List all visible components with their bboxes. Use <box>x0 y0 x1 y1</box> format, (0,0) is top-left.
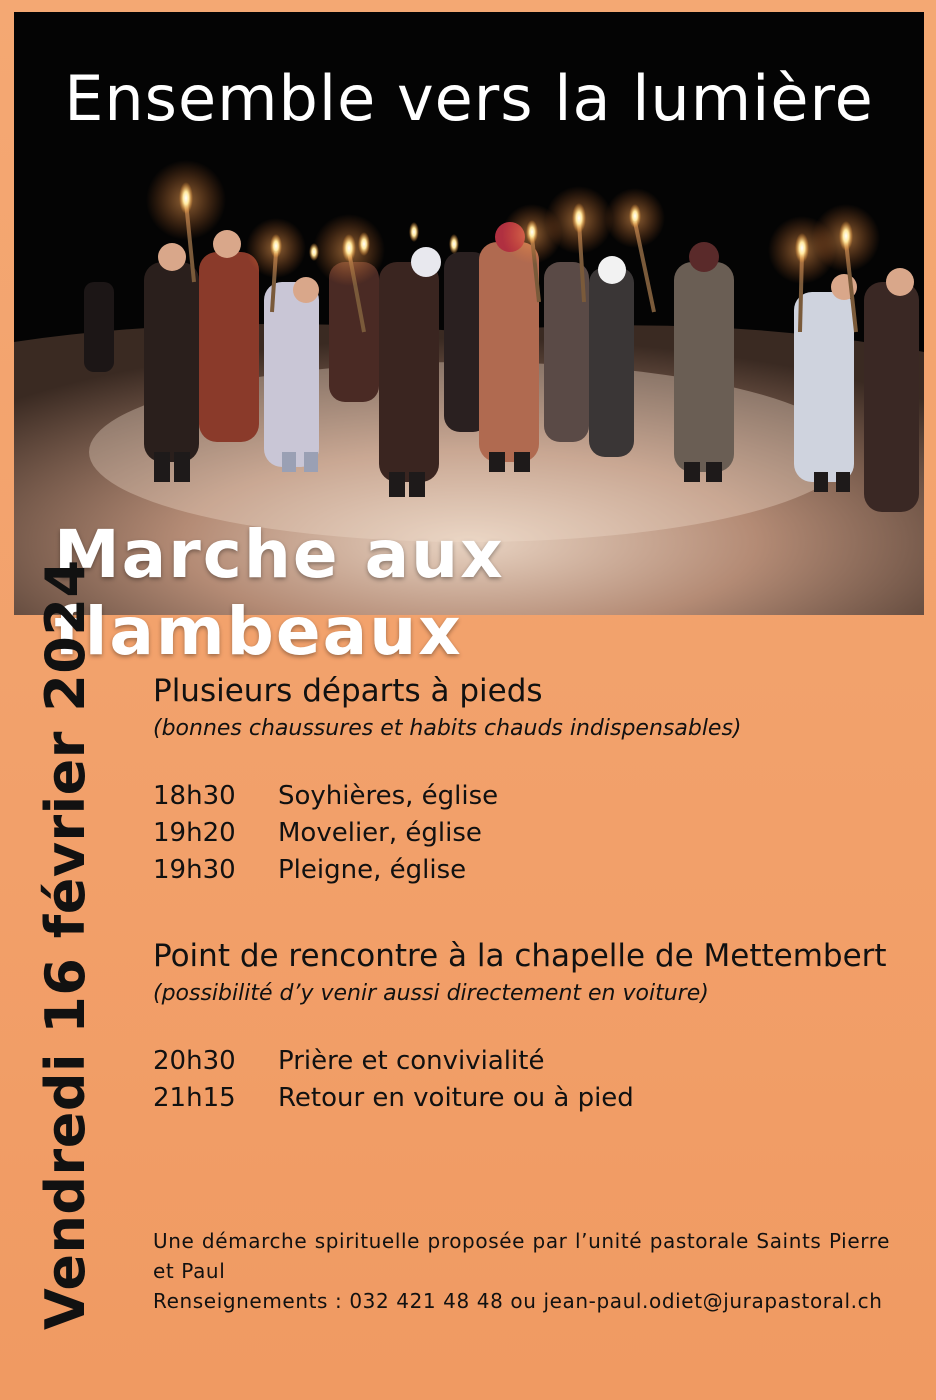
schedule-label: Retour en voiture ou à pied <box>278 1083 634 1113</box>
schedule-label: Movelier, église <box>278 818 482 848</box>
departures-schedule <box>153 778 890 889</box>
schedule-time: 21h15 <box>153 1083 236 1113</box>
schedule-time: 20h30 <box>153 1046 236 1076</box>
schedule-label: Soyhières, église <box>278 781 499 811</box>
schedule-row <box>153 1080 890 1117</box>
schedule-row <box>153 815 890 852</box>
meeting-note: (possibilité d’y venir aussi directement en voiture) <box>153 981 709 1006</box>
schedule-time: 19h30 <box>153 855 236 885</box>
departures-note: (bonnes chaussures et habits chauds indispensables) <box>153 716 742 741</box>
schedule-row <box>153 778 890 815</box>
schedule-label: Prière et convivialité <box>278 1046 545 1076</box>
event-details <box>153 668 890 1117</box>
poster-subtitle: Marche aux flambeaux <box>54 516 505 670</box>
event-date: Vendredi 16 février 2024 <box>34 559 97 1330</box>
schedule-time: 18h30 <box>153 781 236 811</box>
meeting-section <box>153 933 890 1117</box>
schedule-time: 19h20 <box>153 818 236 848</box>
contact-text: Renseignements : 032 421 48 48 ou jean-paul.odiet@jurapastoral.ch <box>153 1289 883 1313</box>
meeting-heading: Point de rencontre à la chapelle de Mettembert <box>153 938 887 974</box>
footer <box>153 1226 890 1316</box>
departures-heading: Plusieurs départs à pieds <box>153 673 543 709</box>
meeting-schedule <box>153 1043 890 1117</box>
poster-title: Ensemble vers la lumière <box>64 62 874 135</box>
organizer-text: Une démarche spirituelle proposée par l’unité pastorale Saints Pierre et Paul <box>153 1229 890 1283</box>
schedule-label: Pleigne, église <box>278 855 467 885</box>
departures-section <box>153 668 890 889</box>
schedule-row <box>153 1043 890 1080</box>
header-photo <box>14 12 924 670</box>
schedule-row <box>153 852 890 889</box>
